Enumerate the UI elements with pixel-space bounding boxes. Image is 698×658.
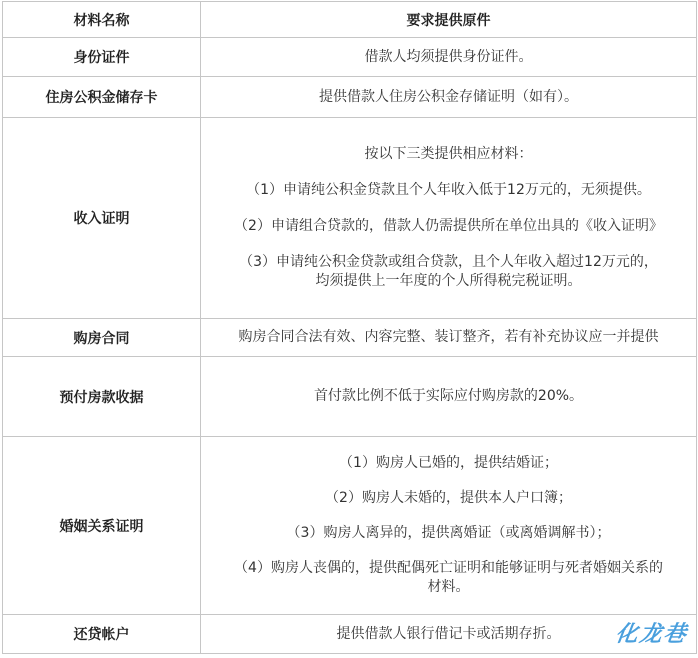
requirement-line: （2）购房人未婚的，提供本人户口簿； — [325, 490, 572, 506]
table-row — [3, 437, 697, 615]
material-name-account: 还贷帐户 — [3, 615, 201, 654]
requirement-id — [201, 38, 697, 77]
requirement-marriage — [201, 437, 697, 615]
requirement-receipt — [201, 357, 697, 437]
requirement-line: 均须提供上一年度的个人所得税完税证明。 — [315, 273, 582, 289]
requirement-line: 首付款比例不低于实际应付购房款的20%。 — [313, 388, 584, 404]
material-name-fund: 住房公积金储存卡 — [3, 77, 201, 118]
requirement-line: （3）申请纯公积金贷款或组合贷款，且个人年收入超过12万元的， — [239, 254, 658, 270]
requirement-line: 购房合同合法有效、内容完整、装订整齐，若有补充协议应一并提供 — [238, 329, 659, 345]
material-name-receipt: 预付房款收据 — [3, 357, 201, 437]
requirement-line: （4）购房人丧偶的，提供配偶死亡证明和能够证明与死者婚姻关系的 — [234, 560, 663, 576]
material-name-contract: 购房合同 — [3, 319, 201, 357]
header-material-name: 材料名称 — [3, 2, 201, 38]
watermark-logo: 化龙巷 — [613, 622, 690, 647]
material-name-marriage: 婚姻关系证明 — [3, 437, 201, 615]
requirement-line: 提供借款人银行借记卡或活期存折。 — [336, 625, 561, 642]
table-row — [3, 77, 697, 118]
requirement-income — [201, 118, 697, 319]
table-header-row — [3, 2, 697, 38]
requirement-line: （3）购房人离异的，提供离婚证（或离婚调解书）； — [286, 525, 611, 541]
requirement-fund — [201, 77, 697, 118]
requirement-line: （2）申请组合贷款的，借款人仍需提供所在单位出具的《收入证明》 — [234, 218, 663, 234]
table-row — [3, 357, 697, 437]
table-row — [3, 615, 697, 654]
requirement-line: （1）申请纯公积金贷款且个人年收入低于12万元的，无须提供。 — [246, 182, 651, 198]
header-requirement: 要求提供原件 — [201, 2, 697, 38]
table-row — [3, 118, 697, 319]
requirement-line: 材料。 — [427, 579, 470, 595]
material-name-income: 收入证明 — [3, 118, 201, 319]
requirement-line: 借款人均须提供身份证件。 — [364, 48, 533, 65]
materials-table — [2, 1, 697, 654]
material-name-id: 身份证件 — [3, 38, 201, 77]
requirement-line: （1）购房人已婚的，提供结婚证； — [339, 455, 558, 471]
requirement-line: 提供借款人住房公积金存储证明（如有）。 — [319, 88, 578, 105]
requirement-contract — [201, 319, 697, 357]
table-row — [3, 38, 697, 77]
table-row — [3, 319, 697, 357]
requirement-line: 按以下三类提供相应材料： — [364, 146, 533, 162]
